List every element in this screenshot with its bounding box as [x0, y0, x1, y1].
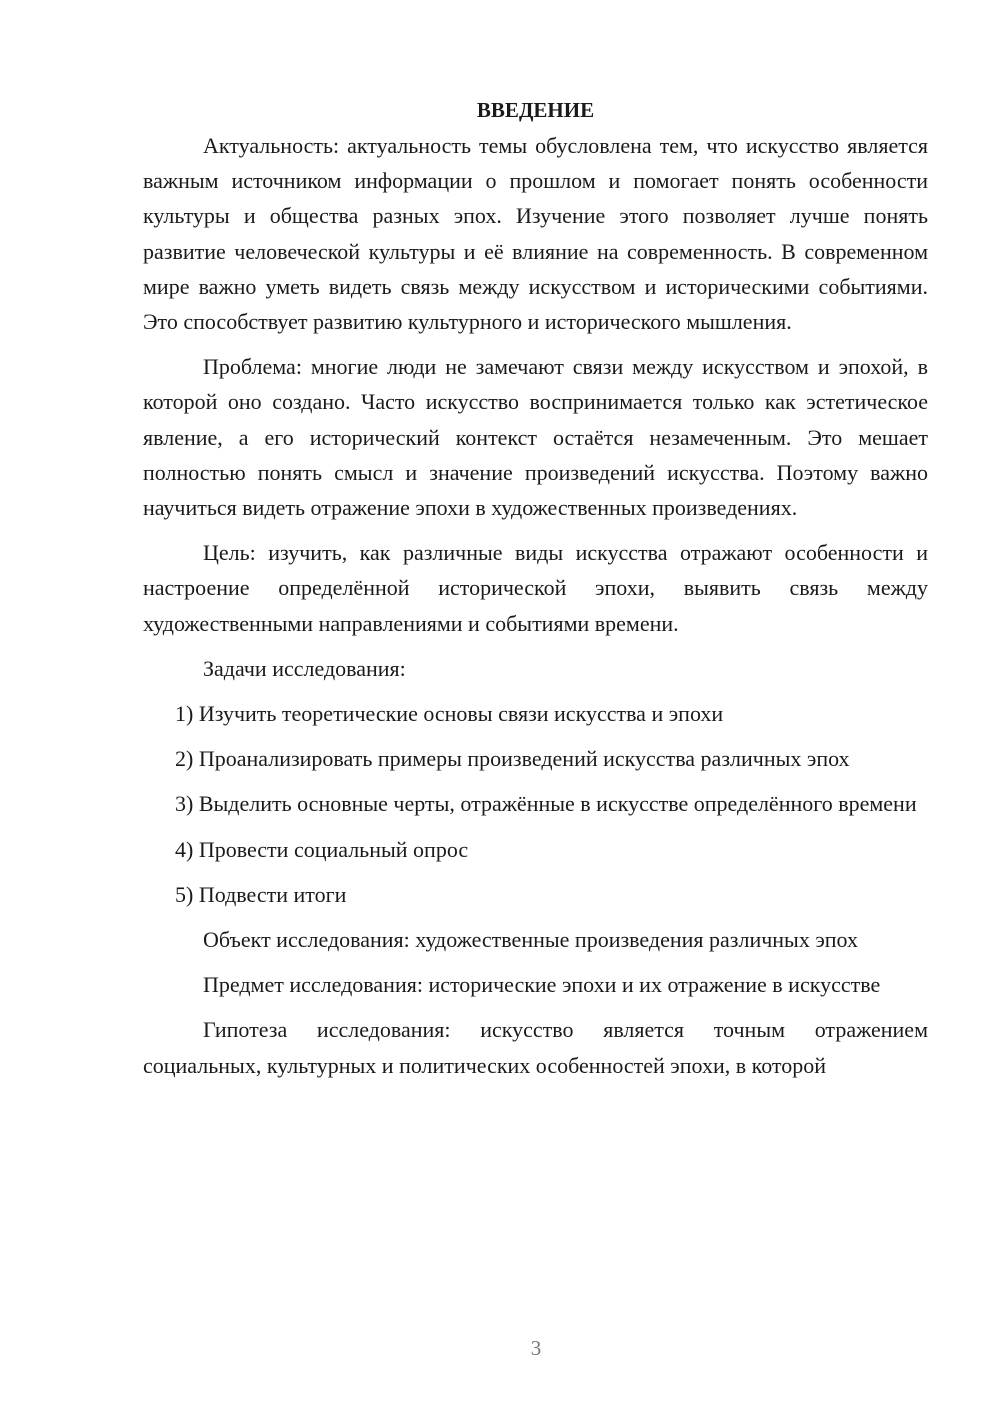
page-number: 3	[530, 1336, 542, 1360]
page-title: ВВЕДЕНИЕ	[476, 98, 595, 122]
tasks-heading: Задачи исследования:	[203, 655, 406, 681]
paragraph-problem: Проблема: многие люди не замечают связи между искусством и эпохой, в которой оно создано. Часто искусство воспринимается только как эстетическое явление, а его исторический контекст остаётся незамеченным. Это мешает полностью понять смысл и значение произведений искусства. Поэтому важно научиться видеть отражение эпохи в художественных произведениях.	[143, 354, 928, 521]
task-item-4: 4) Провести социальный опрос	[175, 836, 469, 862]
paragraph-object: Объект исследования: художественные произведения различных эпох	[203, 927, 859, 953]
paragraph-hypothesis: Гипотеза исследования: искусство является точным отражением социальных, культурных и политических особенностей эпохи, в которой	[143, 1017, 928, 1078]
task-item-5: 5) Подвести итоги	[175, 881, 347, 907]
task-item-2: 2) Проанализировать примеры произведений искусства различных эпох	[175, 746, 850, 772]
paragraph-goal: Цель: изучить, как различные виды искусства отражают особенности и настроение определённой исторической эпохи, выявить связь между художественными направлениями и событиями времени.	[143, 540, 928, 636]
task-item-1: 1) Изучить теоретические основы связи искусства и эпохи	[175, 701, 724, 727]
task-item-3: 3) Выделить основные черты, отражённые в искусстве определённого времени	[175, 791, 917, 817]
paragraph-relevance: Актуальность: актуальность темы обусловлена тем, что искусство является важным источником информации о прошлом и помогает понять особенности культуры и общества разных эпох. Изучение этого позволяет лучше понять развитие человеческой культуры и её влияние на современность. В современном мире важно уметь видеть связь между искусством и историческими событиями. Это способствует развитию культурного и исторического мышления.	[143, 133, 928, 335]
paragraph-subject: Предмет исследования: исторические эпохи и их отражение в искусстве	[203, 972, 881, 998]
page-content	[143, 92, 928, 1083]
